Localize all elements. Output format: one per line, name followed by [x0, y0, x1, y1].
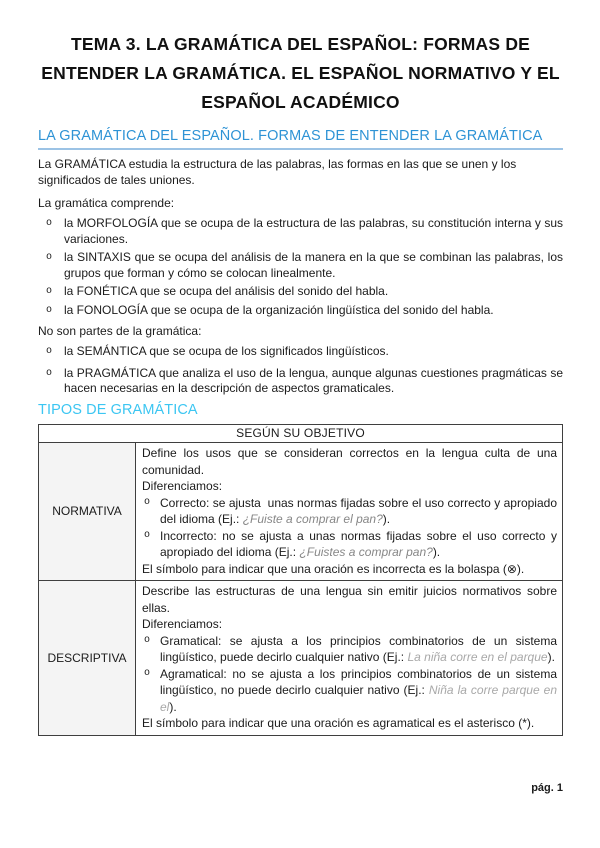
bullet-marker: o — [46, 367, 53, 379]
bullet-marker: o — [46, 286, 53, 297]
document-title: TEMA 3. LA GRAMÁTICA DEL ESPAÑOL: FORMAS DE ENTENDER LA GRAMÁTICA. EL ESPAÑOL NORMATIVO Y EL ESPAÑOL ACADÉMICO — [41, 34, 560, 112]
cell-bullet — [142, 633, 557, 666]
symbol-line: El símbolo para indicar que una oración es incorrecta es la bolaspa (⊗). — [142, 561, 525, 576]
list-item-text: la MORFOLOGÍA que se ocupa de la estructura de las palabras, su constitución interna y sus variaciones. — [64, 216, 563, 246]
cell-intro: Define los usos que se consideran correctos en la lengua culta de una comunidad. — [142, 446, 557, 477]
comprende-list — [38, 216, 563, 318]
bullet-marker: o — [46, 346, 53, 357]
list-item-text: la FONÉTICA que se ocupa del análisis del sonido del habla. — [64, 284, 389, 298]
tipos-table — [38, 424, 563, 736]
comprende-label: La gramática comprende: — [38, 196, 175, 210]
cell-diferenciamos: Diferenciamos: — [142, 479, 223, 493]
heading-tipos-de-gramatica: TIPOS DE GRAMÁTICA — [38, 401, 198, 418]
row-label-descriptiva: DESCRIPTIVA — [39, 581, 136, 736]
bullet-text-segment: ). — [547, 650, 555, 664]
table-header-segun-objetivo: SEGÚN SU OBJETIVO — [39, 424, 563, 443]
bullet-marker: o — [46, 252, 53, 263]
cell-bullet — [142, 666, 557, 716]
bullet-text — [160, 666, 557, 716]
table-row-descriptiva — [39, 581, 563, 736]
bullet-text-segment: Agramatical: no se ajusta a los principios combinatorios de un sistema lingüístico, no puede decirlo cualquier nativo (Ej.: — [160, 666, 557, 697]
list-item — [38, 216, 563, 247]
bullet-text-segment: ). — [382, 512, 391, 526]
cell-descriptiva — [136, 581, 563, 736]
list-item — [38, 344, 563, 360]
no-partes-list — [38, 344, 563, 397]
bullet-text — [160, 495, 557, 528]
table-row-normativa — [39, 443, 563, 581]
bullet-marker: o — [144, 667, 151, 679]
list-item-text: la SINTAXIS que se ocupa del análisis de la manera en la que se combinan las palabras, los grupos que forman y cómo se colocan linealmente. — [64, 250, 563, 280]
symbol-line: El símbolo para indicar que una oración es agramatical es el asterisco (*). — [142, 716, 535, 730]
bullet-marker: o — [144, 529, 151, 541]
table-header-row — [39, 424, 563, 443]
example-text: ¿Fuiste a comprar el pan? — [242, 512, 383, 526]
cell-bullet — [142, 495, 557, 528]
cell-bullet — [142, 528, 557, 561]
heading-la-gramatica: LA GRAMÁTICA DEL ESPAÑOL. FORMAS DE ENTENDER LA GRAMÁTICA — [38, 127, 563, 150]
bullet-text — [160, 528, 557, 561]
bullet-text-segment: Incorrecto: no se ajusta a unas normas fijadas sobre el uso correcto y apropiado del idioma (Ej.: — [160, 528, 557, 559]
list-item — [38, 366, 563, 397]
list-item — [38, 303, 563, 319]
bullet-text-segment: ). — [169, 699, 177, 714]
list-item — [38, 284, 563, 300]
list-item-text: la PRAGMÁTICA que analiza el uso de la lengua, aunque algunas cuestiones pragmáticas se hacen necesarias en la descripción de aspectos gramaticales. — [64, 365, 563, 395]
intro-paragraph: La GRAMÁTICA estudia la estructura de las palabras, las formas en las que se unen y los significados de tales uniones. — [38, 157, 517, 187]
list-item-text: la FONOLOGÍA que se ocupa de la organización lingüística del sonido del habla. — [64, 302, 494, 317]
example-text: La niña corre en el parque — [407, 650, 548, 664]
bullet-marker: o — [46, 304, 53, 316]
no-partes-label: No son partes de la gramática: — [38, 324, 202, 338]
bullet-text — [160, 633, 557, 666]
bullet-text-segment: Correcto: se ajusta unas normas fijadas sobre el uso correcto y apropiado del idioma (Ej.: — [160, 495, 557, 526]
cell-diferenciamos: Diferenciamos: — [142, 617, 223, 631]
bullet-marker: o — [46, 218, 53, 229]
example-text: Niña la corre parque en el — [160, 683, 557, 714]
bullet-marker: o — [144, 634, 151, 646]
bullet-marker: o — [144, 496, 151, 508]
bullet-text-segment: ). — [432, 545, 441, 559]
list-item — [38, 250, 563, 281]
cell-normativa — [136, 443, 563, 581]
bullet-text-segment: Gramatical: se ajusta a los principios combinatorios de un sistema lingüístico, puede decirlo cualquier nativo (Ej.: — [160, 633, 557, 664]
page-number: pág. 1 — [531, 782, 563, 794]
row-label-normativa: NORMATIVA — [39, 443, 136, 581]
example-text: ¿Fuistes a comprar pan? — [299, 545, 433, 559]
cell-intro: Describe las estructuras de una lengua sin emitir juicios normativos sobre ellas. — [142, 584, 557, 615]
list-item-text: la SEMÁNTICA que se ocupa de los significados lingüísticos. — [64, 344, 389, 358]
